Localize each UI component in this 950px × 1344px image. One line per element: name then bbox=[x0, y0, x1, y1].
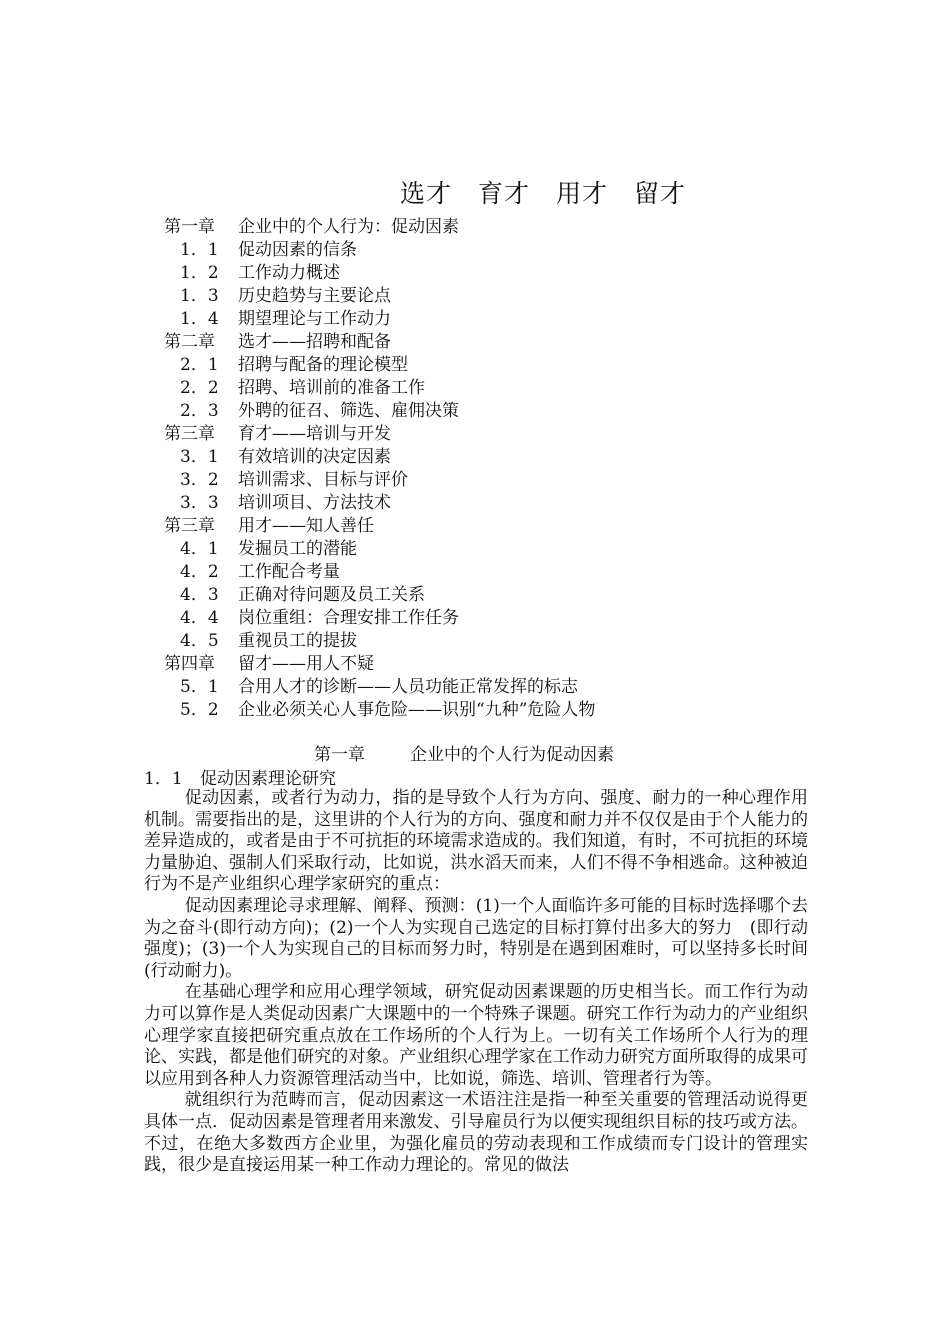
body-paragraph: 促动因素，或者行为动力，指的是导致个人行为方向、强度、耐力的一种心理作用机制。需要指出的是，这里讲的个人行为的方向、强度和耐力并不仅仅是由于个人能力的差异造成的，或者是由于不可抗拒的环境需求造成的。我们知道，有时，不可抗拒的环境力量胁迫、强制人们采取行动，比如说，洪水滔天而来，人们不得不争相逃命。这种被迫行为不是产业组织心理学家研究的重点： bbox=[144, 788, 808, 895]
body-text bbox=[144, 788, 808, 1177]
toc-number: 3．1 bbox=[180, 447, 219, 467]
section-number: 1．1 bbox=[144, 769, 183, 789]
toc-number: 第三章 bbox=[164, 516, 215, 536]
toc-section bbox=[0, 584, 950, 607]
toc-number: 第一章 bbox=[164, 217, 215, 237]
body-paragraph: 在基础心理学和应用心理学领域，研究促动因素课题的历史相当长。而工作行为动力可以算作是人类促动因素广大课题中的一个特殊子课题。研究工作行为动力的产业组织心理学家直接把研究重点放在工作场所的个人行为上。一切有关工作场所个人行为的理论、实践，都是他们研究的对象。产业组织心理学家在工作动力研究方面所取得的成果可以应用到各种人力资源管理活动当中，比如说，筛选、培训、管理者行为等。 bbox=[144, 982, 808, 1089]
toc-section bbox=[0, 354, 950, 377]
toc-section bbox=[0, 492, 950, 515]
toc-title: 有效培训的决定因素 bbox=[238, 447, 391, 467]
toc-section bbox=[0, 699, 950, 722]
toc-section bbox=[0, 308, 950, 331]
toc-section bbox=[0, 607, 950, 630]
toc-section bbox=[0, 446, 950, 469]
toc-number: 4．2 bbox=[180, 562, 219, 582]
toc-number: 1．4 bbox=[180, 309, 219, 329]
toc-section bbox=[0, 285, 950, 308]
toc-number: 1．1 bbox=[180, 240, 219, 260]
toc-title: 正确对待问题及员工关系 bbox=[238, 585, 425, 605]
table-of-contents bbox=[0, 216, 950, 722]
toc-number: 4．3 bbox=[180, 585, 219, 605]
body-paragraph: 就组织行为范畴而言，促动因素这一术语注注是指一种至关重要的管理活动说得更具体一点．促动因素是管理者用来激发、引导雇员行为以便实现组织目标的技巧或方法。不过，在绝大多数西方企业里，为强化雇员的劳动表现和工作成绩而专门设计的管理实践，很少是直接运用某一种工作动力理论的。常见的做法 bbox=[144, 1090, 808, 1176]
toc-title: 招聘与配备的理论模型 bbox=[238, 355, 408, 375]
toc-number: 第四章 bbox=[164, 654, 215, 674]
toc-title: 合用人才的诊断——人员功能正常发挥的标志 bbox=[238, 677, 578, 697]
toc-number: 4．4 bbox=[180, 608, 219, 628]
toc-title: 外聘的征召、筛选、雇佣决策 bbox=[238, 401, 459, 421]
toc-title: 招聘、培训前的准备工作 bbox=[238, 378, 425, 398]
document-title: 选才 育才 用才 留才 bbox=[400, 179, 687, 208]
toc-number: 2．1 bbox=[180, 355, 219, 375]
toc-title: 选才——招聘和配备 bbox=[238, 332, 391, 352]
body-paragraph: 促动因素理论寻求理解、阐释、预测：(1)一个人面临许多可能的目标时选择哪个去为之奋斗(即行动方向)；(2)一个人为实现自己选定的目标打算付出多大的努力 (即行动强度)；(3)一个人为实现自己的目标而努力时，特别是在遇到困难时，可以坚持多长时间(行动耐力)。 bbox=[144, 895, 808, 981]
toc-title: 用才——知人善任 bbox=[238, 516, 374, 536]
toc-title: 育才——培训与开发 bbox=[238, 424, 391, 444]
section-title: 促动因素理论研究 bbox=[200, 769, 336, 789]
toc-number: 2．2 bbox=[180, 378, 219, 398]
toc-chapter bbox=[0, 423, 950, 446]
toc-title: 工作配合考量 bbox=[238, 562, 340, 582]
toc-chapter bbox=[0, 653, 950, 676]
toc-chapter bbox=[0, 216, 950, 239]
toc-number: 第二章 bbox=[164, 332, 215, 352]
toc-section bbox=[0, 538, 950, 561]
toc-title: 岗位重组：合理安排工作任务 bbox=[238, 608, 459, 628]
toc-number: 5．2 bbox=[180, 700, 219, 720]
chapter-title: 企业中的个人行为促动因素 bbox=[410, 745, 614, 765]
toc-section bbox=[0, 469, 950, 492]
toc-number: 5．1 bbox=[180, 677, 219, 697]
toc-title: 期望理论与工作动力 bbox=[238, 309, 391, 329]
toc-chapter bbox=[0, 515, 950, 538]
toc-title: 工作动力概述 bbox=[238, 263, 340, 283]
toc-section bbox=[0, 630, 950, 653]
toc-title: 企业必须关心人事危险——识别“九种”危险人物 bbox=[238, 700, 596, 720]
toc-number: 1．3 bbox=[180, 286, 219, 306]
toc-number: 1．2 bbox=[180, 263, 219, 283]
toc-section bbox=[0, 400, 950, 423]
toc-title: 培训项目、方法技术 bbox=[238, 493, 391, 513]
toc-title: 留才——用人不疑 bbox=[238, 654, 374, 674]
toc-number: 3．3 bbox=[180, 493, 219, 513]
toc-number: 4．1 bbox=[180, 539, 219, 559]
toc-section bbox=[0, 561, 950, 584]
toc-section bbox=[0, 239, 950, 262]
toc-title: 促动因素的信条 bbox=[238, 240, 357, 260]
toc-title: 重视员工的提拔 bbox=[238, 631, 357, 651]
toc-section bbox=[0, 676, 950, 699]
toc-number: 第三章 bbox=[164, 424, 215, 444]
toc-number: 3．2 bbox=[180, 470, 219, 490]
toc-number: 2．3 bbox=[180, 401, 219, 421]
toc-title: 企业中的个人行为：促动因素 bbox=[238, 217, 459, 237]
toc-title: 历史趋势与主要论点 bbox=[238, 286, 391, 306]
section-heading bbox=[144, 764, 336, 789]
toc-title: 发掘员工的潜能 bbox=[238, 539, 357, 559]
chapter-heading bbox=[314, 740, 614, 765]
toc-section bbox=[0, 377, 950, 400]
chapter-number: 第一章 bbox=[314, 745, 365, 765]
toc-section bbox=[0, 262, 950, 285]
toc-number: 4．5 bbox=[180, 631, 219, 651]
toc-title: 培训需求、目标与评价 bbox=[238, 470, 408, 490]
toc-chapter bbox=[0, 331, 950, 354]
